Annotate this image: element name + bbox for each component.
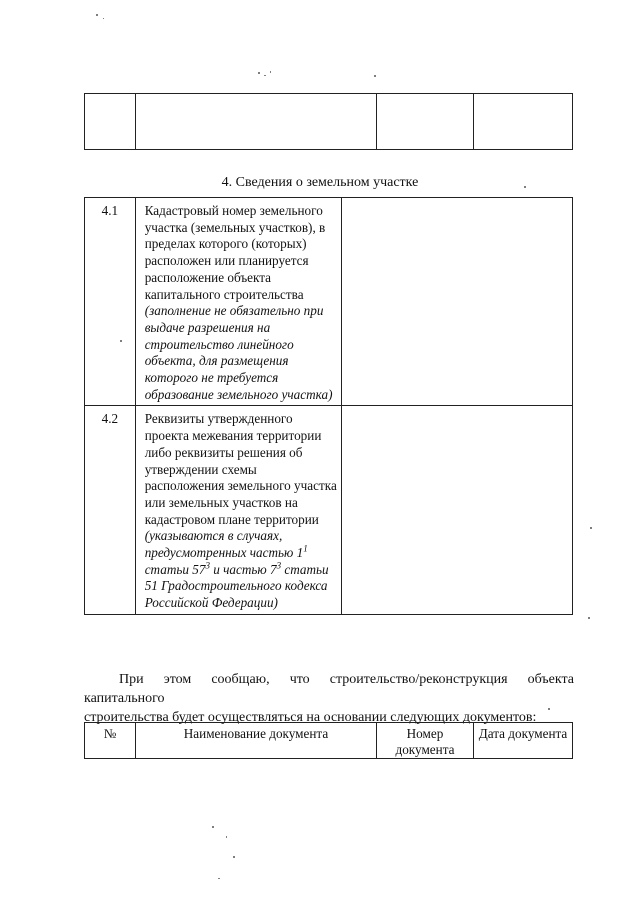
column-header-doc-date: Дата документа (474, 723, 573, 759)
scan-speck (226, 836, 227, 838)
statement-paragraph (84, 670, 574, 727)
table-cell (377, 94, 474, 150)
column-header-number: № (85, 723, 136, 759)
row-label: Кадастровый номер земельного участка (земельных участков), в пределах которого (которых) расположен или планируется расположение объекта капитального строительства (144, 203, 326, 302)
scan-speck (270, 71, 271, 73)
row-label-cell (135, 198, 341, 406)
scan-speck (218, 878, 220, 879)
scan-speck (233, 856, 235, 858)
table-header-row (85, 723, 573, 759)
scan-speck (588, 617, 590, 619)
note-superscript: 3 (276, 560, 282, 571)
table-row (85, 198, 573, 406)
scan-speck (374, 75, 376, 77)
row-note (145, 528, 329, 610)
scan-speck (264, 75, 266, 76)
note-text: статьи 57 (144, 561, 206, 577)
paragraph-line: строительства будет осуществляться на основании следующих документов: (84, 710, 537, 725)
documents-table (84, 722, 573, 759)
note-superscript: 1 (303, 543, 308, 554)
scan-speck (96, 14, 98, 16)
row-number: 4.1 (85, 198, 136, 406)
scan-speck (212, 826, 214, 828)
row-value-field[interactable] (342, 406, 573, 614)
note-text: (указываются в случаях, предусмотренных частью 1 (144, 528, 304, 561)
paragraph-line: При этом сообщаю, что строительство/реконструкция объекта капитального (84, 672, 574, 706)
column-header-name: Наименование документа (136, 723, 377, 759)
row-number: 4.2 (85, 406, 136, 614)
row-label: Реквизиты утвержденного проекта межевания территории либо реквизиты решения об утверждении схемы расположения земельного участка или земельных участков на кадастровом плане территории (144, 411, 337, 527)
row-note: (заполнение не обязательно при выдаче разрешения на строительство линейного объекта, для размещения которого не требуется образование земельного участка) (144, 303, 333, 402)
table-row (85, 94, 573, 150)
row-value-field[interactable] (342, 198, 573, 406)
land-plot-table (84, 197, 573, 615)
column-header-doc-number: Номер документа (377, 723, 474, 759)
scan-speck (590, 527, 592, 529)
table-cell (85, 94, 136, 150)
scan-speck (258, 72, 260, 74)
table-cell (474, 94, 573, 150)
note-text: и частью 7 (209, 561, 277, 577)
note-text: статьи 51 Градостроительного кодекса Российской Федерации) (144, 561, 329, 611)
note-superscript: 3 (205, 560, 210, 571)
section-title: 4. Сведения о земельном участке (221, 175, 419, 190)
table-row (85, 406, 573, 614)
previous-section-table (84, 93, 573, 150)
scan-speck (103, 18, 104, 19)
table-cell (136, 94, 377, 150)
row-label-cell (135, 406, 341, 614)
